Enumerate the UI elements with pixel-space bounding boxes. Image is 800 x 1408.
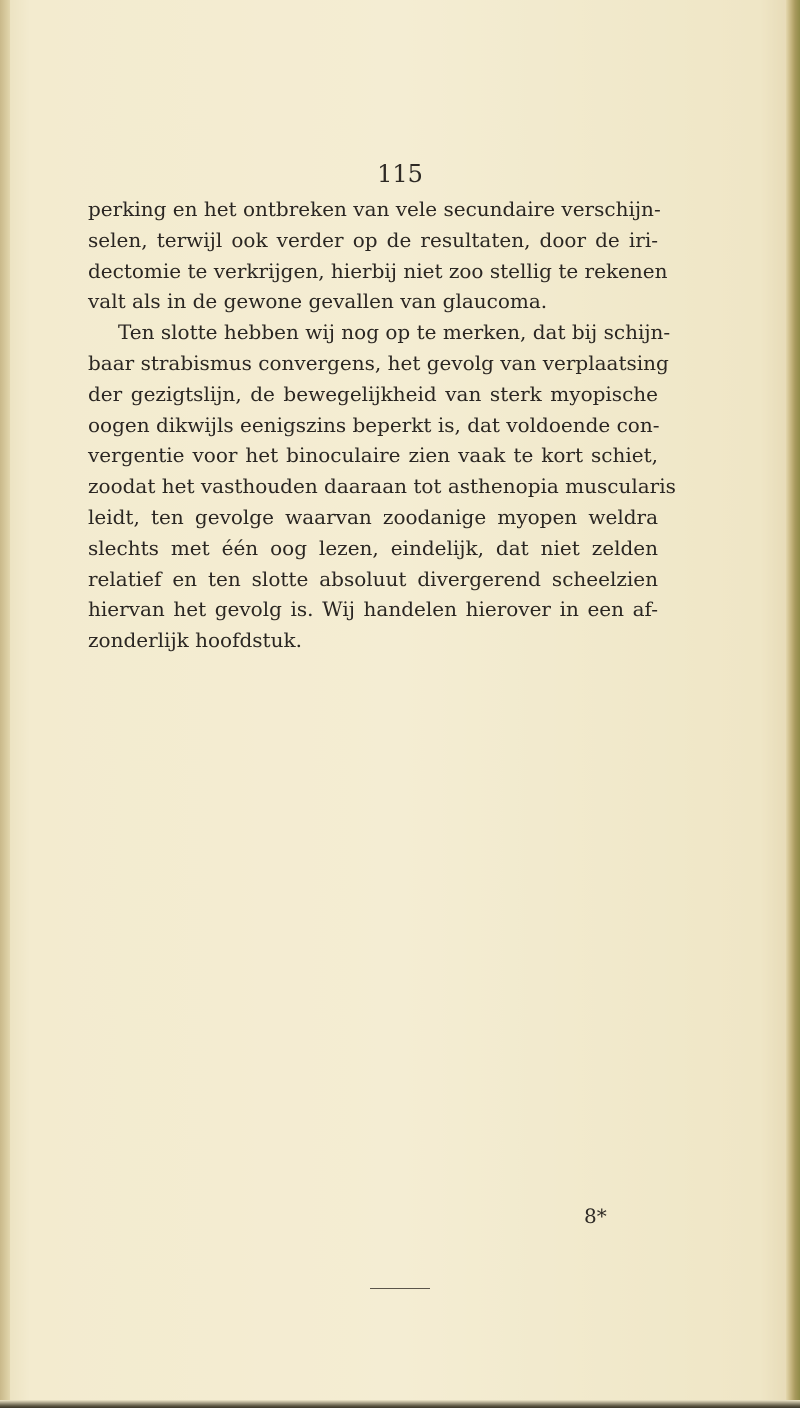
page-bottom-edge [0, 1400, 800, 1408]
text-line: hiervan het gevolg is. Wij handelen hierover in een af- [88, 597, 658, 622]
bottom-rule [370, 1288, 430, 1289]
text-line: dectomie te verkrijgen, hierbij niet zoo stellig te rekenen [88, 258, 668, 283]
text-line: leidt, ten gevolge waarvan zoodanige myopen weldra [88, 504, 658, 529]
signature-mark: 8* [584, 1204, 607, 1228]
text-line: selen, terwijl ook verder op de resultaten, door de iri- [88, 227, 658, 252]
text-line: baar strabismus convergens, het gevolg van verplaatsing [88, 350, 669, 375]
text-line: Ten slotte hebben wij nog op te merken, dat bij schijn- [118, 320, 671, 345]
page-right-edge [786, 0, 800, 1408]
text-line: zoodat het vasthouden daaraan tot asthenopia muscularis [88, 474, 676, 499]
page-left-edge [0, 0, 10, 1408]
text-line: slechts met één oog lezen, eindelijk, dat niet zelden [88, 535, 658, 560]
text-line: der gezigtslijn, de bewegelijkheid van sterk myopische [88, 381, 658, 406]
text-line: vergentie voor het binoculaire zien vaak te kort schiet, [88, 443, 658, 468]
body-text [88, 194, 676, 656]
text-line: relatief en ten slotte absoluut divergerend scheelzien [88, 566, 658, 591]
page-number: 115 [377, 160, 423, 188]
text-line: oogen dikwijls eenigszins beperkt is, dat voldoende con- [88, 412, 660, 437]
text-line: perking en het ontbreken van vele secundaire verschijn- [88, 197, 661, 221]
text-line: valt als in de gewone gevallen van glaucoma. [88, 289, 548, 314]
text-line: zonderlijk hoofdstuk. [88, 628, 302, 653]
